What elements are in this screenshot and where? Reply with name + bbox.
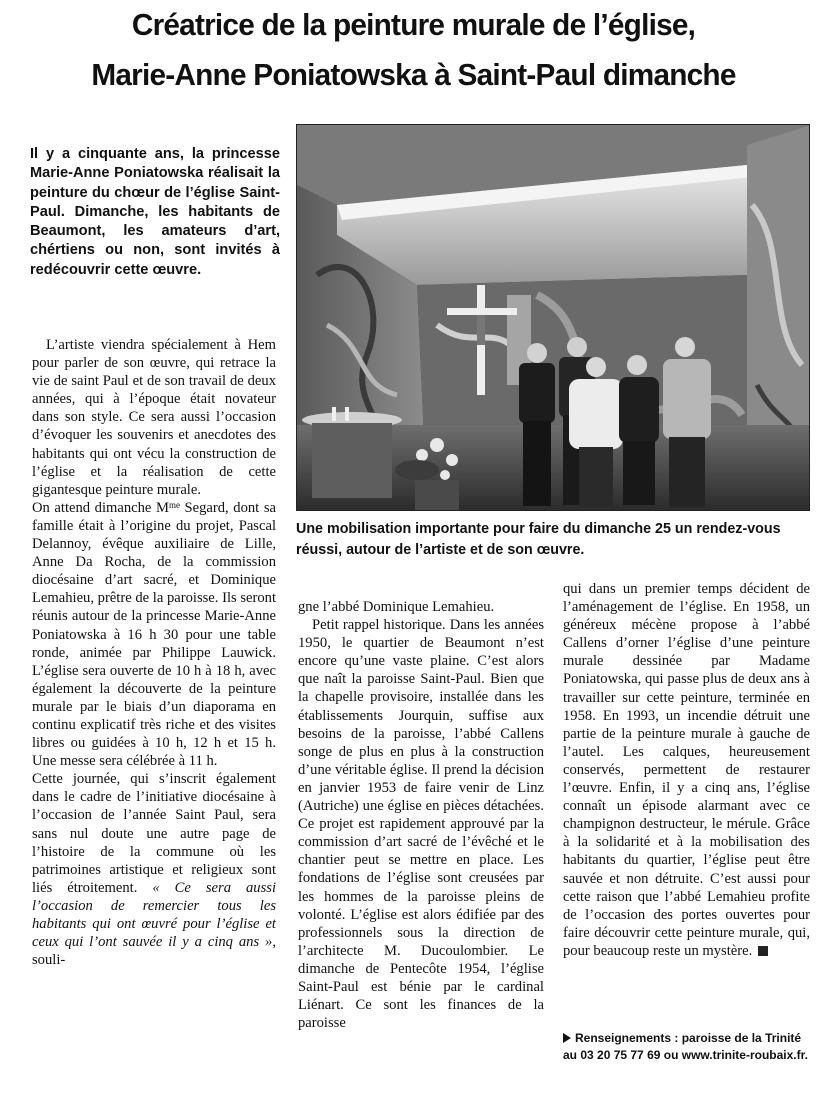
- paragraph-text: qui dans un premier temps décident de l’aménagement de l’église. En 1958, un généreux mécène propose à l’abbé Callens d’orner l’église d’une peinture murale dessinée par Madame Poniatowska, qui passe plus de deux ans à travailler sur cette peinture, terminée en 1958. En 1993, un incendie détruit une partie de la peinture murale à gauche de l’autel. Les calques, heureusement conservés, permettent de restaurer l’œuvre. Enfin, il y a cinq ans, l’église connaît un épisode alarmant avec ce champignon destructeur, le mérule. Grâce à la solidarité et à la mobilisation des habitants du quartier, l’église peut être sauvée et non détruite. C’est aussi pour cette raison que l’abbé Lemahieu profite de l’occasion des portes ouvertes pour faire découvrir cette peinture murale, qui, pour beaucoup reste un mystère.: [563, 581, 810, 959]
- article-paragraph: gne l’abbé Dominique Lemahieu.: [298, 599, 495, 615]
- end-mark-icon: [758, 946, 768, 956]
- article-paragraph: [32, 499, 276, 770]
- article-column-1: [32, 336, 276, 969]
- paragraph-text: Cette journée, qui s’inscrit également dans le cadre de l’initiative diocésaine à l’occasion de l’année Saint Paul, sera sans nul doute une autre page de l’histoire de la commune où les patrimoines artistique et religieux sont liés étroitement.: [32, 771, 276, 896]
- superscript: me: [168, 499, 180, 510]
- photo-caption: Une mobilisation importante pour faire du dimanche 25 un rendez-vous réussi, autour de l’artiste et de son œuvre.: [296, 521, 781, 558]
- article-paragraph: [563, 580, 810, 960]
- church-photo: [296, 124, 810, 511]
- info-box: [563, 1030, 818, 1064]
- article-paragraph: Petit rappel historique. Dans les années 1950, le quartier de Beaumont n’est encore qu’une vaste plaine. C’est alors que naît la paroisse Saint-Paul. Bien que la chapelle provisoire, installée dans les établissements Jourquin, suffise aux besoins de la paroisse, l’abbé Callens songe de plus en plus à la construction d’une véritable église. Il prend la décision en janvier 1953 de faire venir de Linz (Autriche) une église en pièces détachées. Ce projet est rapidement approuvé par la commission d’art sacré de l’évêché et le chantier peut se mettre en place. Les fondations de l’église sont creusées par les hommes de la paroisse pleins de volonté. L’église est alors édifiée par des professionnels sous la direction de l’architecte M. Ducoulombier. Le dimanche de Pentecôte 1954, l’église Saint-Paul est bénie par le cardinal Liénart. Ce sont les finances de la paroisse: [298, 617, 544, 1032]
- paragraph-text: Segard, dont sa famille était à l’origine du projet, Pascal Delannoy, évêque auxiliaire de Lille, Anne Da Rocha, de la commission diocésaine d’art sacré, et Dominique Lemahieu, prêtre de la paroisse. Ils seront réunis autour de la princesse Marie-Anne Poniatowska à 16 h 30 pour une table ronde, animée par Philippe Lauwick. L’église sera ouverte de 10 h à 18 h, avec également la découverte de la peinture murale par le biais d’un diaporama en continu explicatif très riche et des visites libres ou guidées à 10 h, 12 h et 15 h. Une messe sera célébrée à 11 h.: [32, 499, 276, 770]
- article-column-2: [298, 598, 544, 1032]
- article-column-3: [563, 580, 810, 960]
- info-label: Renseignements: [575, 1031, 672, 1045]
- lead-paragraph: Il y a cinquante ans, la princesse Marie-Anne Poniatowska réalisait la peinture du chœur de l’église Saint-Paul. Dimanche, les habitants de Beaumont, les amateurs d’art, chértiens ou non, sont invités à redécouvrir cette œuvre.: [30, 146, 280, 278]
- paragraph-text: , souli-: [32, 934, 276, 969]
- headline-line-1: Créatrice de la peinture murale de l’église,: [131, 7, 696, 42]
- paragraph-text: On attend dimanche M: [32, 499, 169, 516]
- headline: [17, 0, 811, 118]
- article-paragraph: [32, 770, 276, 969]
- photo-illustration: [297, 125, 810, 511]
- headline-line-2: Marie-Anne Poniatowska à Saint-Paul dimanche: [91, 57, 736, 92]
- article-paragraph: L’artiste viendra spécialement à Hem pour parler de son œuvre, qui retrace la vie de saint Paul et de son travail de deux années, qui à l’époque était novateur dans son style. Ce sera aussi l’occasion d’évoquer les souvenirs et anecdotes des habitants qui ont vécu la construction de l’église et la réalisation de cette gigantesque peinture murale.: [32, 337, 276, 498]
- arrow-right-icon: [563, 1033, 571, 1043]
- quote-text: « Ce sera aussi l’occasion de remercier tous les habitants qui ont œuvré pour l’église et ceux qui l’ont sauvée il y a cinq ans »: [32, 879, 277, 951]
- info-text: : paroisse de la Trinité au 03 20 75 77 69 ou www.trinite-roubaix.fr.: [563, 1031, 808, 1062]
